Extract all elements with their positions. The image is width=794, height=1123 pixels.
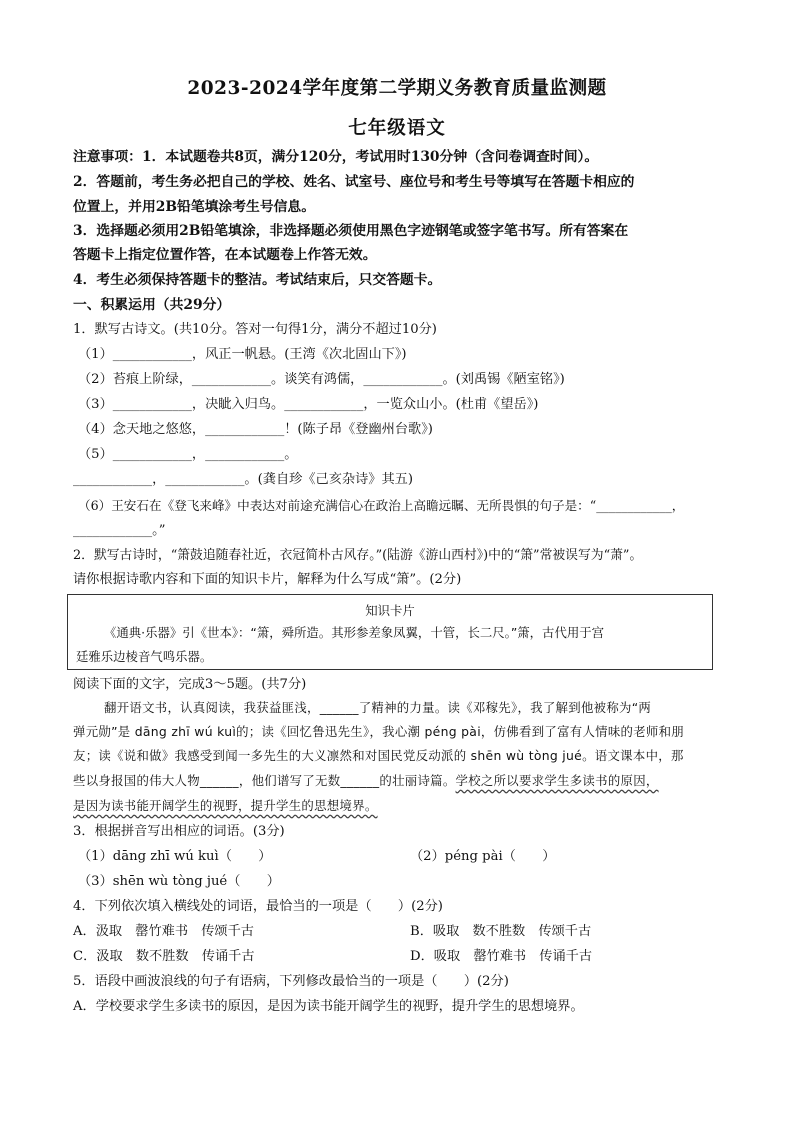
q3-item-3: （3）shēn wù tòng jué（ ） [78, 874, 280, 889]
q3-item-1: （1）dāng zhī wú kuì（ ） [78, 849, 272, 864]
knowledge-card-title: 知识卡片 [365, 603, 415, 618]
knowledge-card-line-1: 《通典·乐器》引《世本》：“箫，舜所造。其形参差象凤翼，十管，长二尺。”箫，古代用于宫 [104, 625, 605, 640]
notes-line-4: 3．选择题必须用2B铅笔填涂，非选择题必须使用黑色字迹钢笔或签字笔书写。所有答案在 [73, 223, 629, 239]
q4-option-b: B．吸取 数不胜数 传颂千古 [410, 924, 592, 939]
q1-line-7: （6）王安石在《登飞来峰》中表达对前途充满信心在政治上高瞻远瞩、无所畏惧的句子是：“____________， [78, 498, 685, 513]
wavy-sentence-part-2: 是因为读书能开阔学生的视野，提升学生的思想境界。 [73, 798, 378, 813]
q3-stem: 3．根据拼音写出相应的词语。(3分) [73, 824, 285, 839]
passage-line-1: 翻开语文书，认真阅读，我获益匪浅，______了精神的力量。读《邓稼先》，我了解到他被称为“两 [104, 700, 652, 715]
q5-stem: 5．语段中画波浪线的句子有语病，下列修改最恰当的一项是（ ）(2分) [73, 974, 509, 989]
notes-line-1: 注意事项：1．本试题卷共8页，满分120分，考试用时130分钟（含问卷调查时间）。 [73, 149, 599, 165]
q4-option-d: D．吸取 罄竹难书 传诵千古 [410, 949, 593, 964]
q1-stem: 1．默写古诗文。(共10分。答对一句得1分，满分不超过10分) [73, 322, 437, 337]
passage-line-3: 友；读《说和做》我感受到闻一多先生的大义凛然和对国民党反动派的 shēn wù tòng jué。语文课本中，那 [73, 748, 684, 763]
q3-item-2: （2）péng pài（ ） [410, 849, 556, 864]
passage-line-5 [73, 797, 378, 815]
q1-line-8: ____________。” [73, 523, 166, 538]
q4-stem: 4．下列依次填入横线处的词语，最恰当的一项是（ ）(2分) [73, 899, 443, 914]
notes-line-6: 4．考生必须保持答题卡的整洁。考试结束后，只交答题卡。 [73, 272, 442, 288]
q4-option-a: A．汲取 罄竹难书 传颂千古 [73, 924, 254, 939]
q1-line-2: （2）苔痕上阶绿，____________。谈笑有鸿儒，____________。(刘禹锡《陋室铭》) [78, 372, 565, 387]
knowledge-card [67, 594, 713, 670]
exam-title: 2023-2024学年度第二学期义务教育质量监测题 [187, 78, 607, 99]
section-heading: 一、积累运用（共29分） [73, 297, 231, 313]
wavy-sentence-part-1: 学校之所以要求学生多读书的原因， [455, 773, 659, 788]
knowledge-card-line-2: 廷雅乐边棱音气鸣乐器。 [76, 649, 213, 664]
passage-line-4 [73, 772, 659, 790]
notes-line-2: 2．答题前，考生务必把自己的学校、姓名、试室号、座位号和考生号等填写在答题卡相应的 [73, 174, 635, 190]
notes-line-3: 位置上，并用2B铅笔填涂考生号信息。 [73, 199, 316, 215]
q4-option-c: C．汲取 数不胜数 传诵千古 [73, 949, 255, 964]
q2-line-2: 请你根据诗歌内容和下面的知识卡片，解释为什么写成“箫”。(2分) [73, 572, 462, 587]
notes-line-5: 答题卡上指定位置作答，在本试题卷上作答无效。 [73, 247, 377, 263]
q2-line-1: 2．默写古诗时，“箫鼓追随春社近，衣冠简朴古风存。”(陆游《游山西村》)中的“箫”常被误写为“萧”。 [73, 548, 643, 563]
q1-line-4: （4）念天地之悠悠，____________！(陈子昂《登幽州台歌》) [78, 422, 433, 437]
q1-line-6: ____________，____________。(龚自珍《己亥杂诗》其五) [73, 472, 413, 487]
q1-line-5: （5）____________，____________。 [78, 447, 298, 462]
passage-line-4-plain: 些以身报国的伟大人物______，他们谱写了无数______的壮丽诗篇。 [73, 773, 456, 788]
q1-line-1: （1）____________，风正一帆悬。(王湾《次北固山下》) [78, 347, 407, 362]
reading-intro: 阅读下面的文字，完成3～5题。(共7分) [73, 677, 307, 692]
q1-line-3: （3）____________，决眦入归鸟。____________，一览众山小。(杜甫《望岳》) [78, 397, 539, 412]
passage-line-2: 弹元勋”是 dāng zhī wú kuì的；读《回忆鲁迅先生》，我心潮 péng pài，仿佛看到了富有人情味的老师和朋 [73, 724, 684, 739]
exam-subject: 七年级语文 [348, 118, 446, 139]
q5-option-a: A．学校要求学生多读书的原因，是因为读书能开阔学生的视野，提升学生的思想境界。 [73, 999, 584, 1014]
